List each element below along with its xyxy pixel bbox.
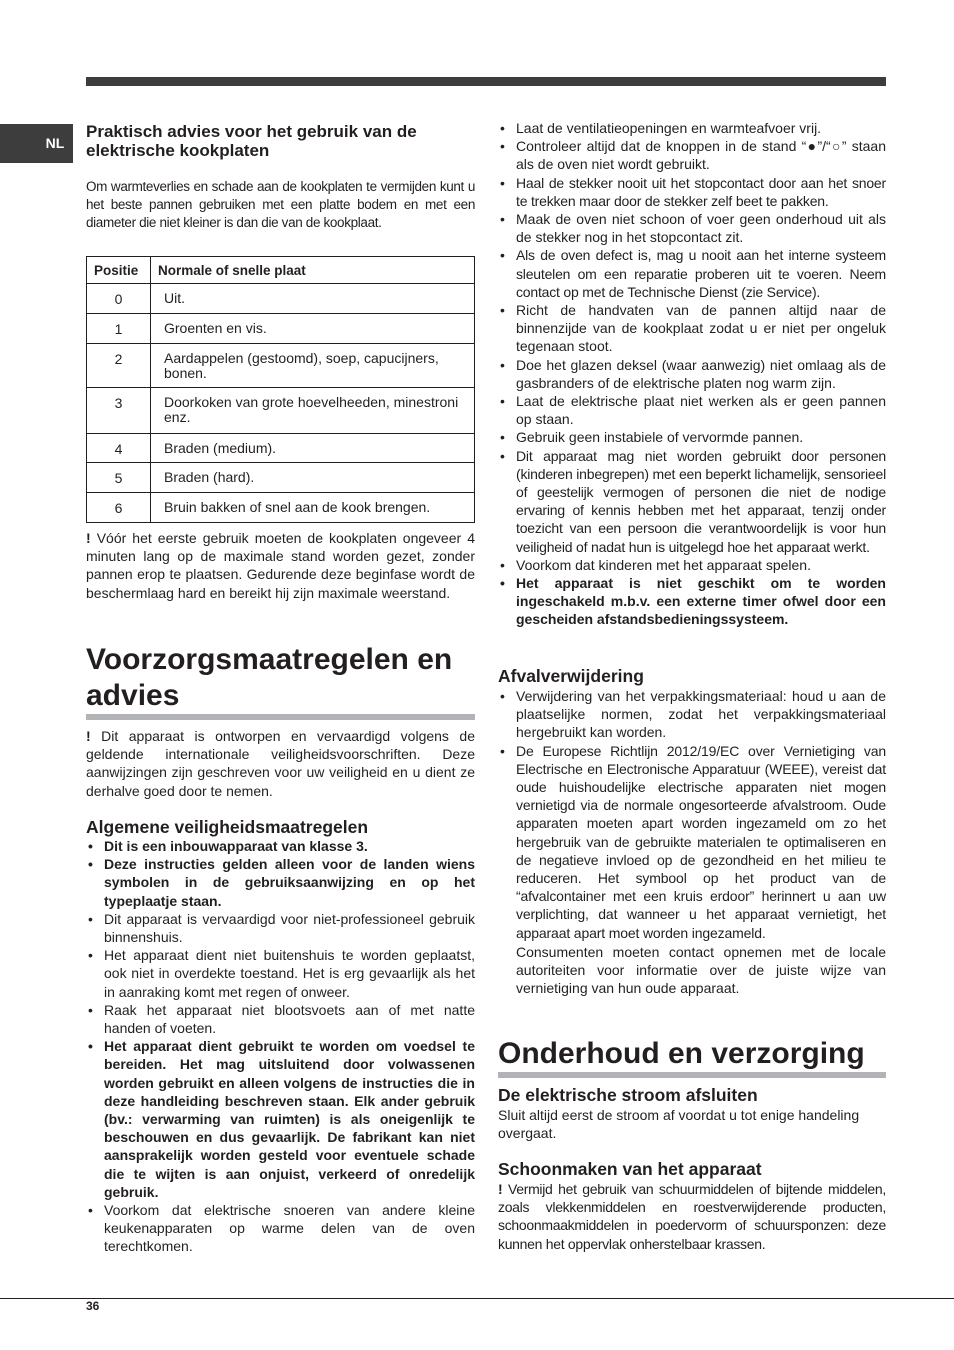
list-item: • Het apparaat is niet geschikt om te worden ingeschakeld m.b.v. een externe timer ofwel door een gescheiden afstandsbedieningssysteem. [498, 574, 886, 629]
waste-list [498, 687, 886, 942]
table-cell: 6 [87, 493, 151, 523]
table-cell: Uit. [151, 284, 475, 314]
precautions-heading [86, 642, 475, 720]
list-item: • Laat de elektrische plaat niet werken als er geen pannen op staan. [498, 392, 886, 428]
table-cell: Groenten en vis. [151, 314, 475, 344]
hob-title: Praktisch advies voor het gebruik van de elektrische kookplaten [86, 122, 417, 160]
precautions-intro [86, 727, 475, 800]
precautions-title: Voorzorgsmaatregelen en advies [86, 643, 453, 712]
bottom-rule [0, 1298, 954, 1299]
list-item: • Verwijdering van het verpakkingsmateriaal: houd u aan de plaatselijke normen, zodat het verpakkingsmateriaal hergebruikt kan worden. [498, 687, 886, 742]
table-row [87, 284, 475, 314]
table-cell: 1 [87, 314, 151, 344]
position-table [86, 256, 475, 523]
list-item: • Het apparaat dient niet buitenshuis te worden geplaatst, ook niet in overdekte toestand. Het is erg gevaarlijk als het in aanraking komt met regen of onweer. [86, 946, 475, 1001]
list-item: • Laat de ventilatieopeningen en warmteafvoer vrij. [498, 119, 886, 137]
maintenance-heading [498, 1036, 886, 1078]
power-title: De elektrische stroom afsluiten [498, 1085, 758, 1105]
first-use-note [86, 529, 475, 602]
table-cell: Braden (hard). [151, 463, 475, 493]
list-item: • Voorkom dat elektrische snoeren van andere kleine keukenapparaten op warme delen van de oven terechtkomen. [86, 1201, 475, 1256]
table-row [87, 434, 475, 463]
list-item: • Doe het glazen deksel (waar aanwezig) niet omlaag als de gasbranders of de elektrische platen nog warm zijn. [498, 356, 886, 392]
waste-extra: Consumenten moeten contact opnemen met de locale autoriteiten voor informatie over de juiste wijze van vernietiging van hun oude apparaat. [516, 944, 886, 997]
hob-intro: Om warmteverlies en schade aan de kookplaten te vermijden kunt u het beste pannen gebruiken met een platte bodem en met een diameter die niet kleiner is dan die van de kookplaat. [86, 179, 475, 231]
list-item: • Voorkom dat kinderen met het apparaat spelen. [498, 556, 886, 574]
table-header: Normale of snelle plaat [151, 257, 475, 284]
warning-icon: ! [86, 530, 91, 546]
maintenance-title: Onderhoud en verzorging [498, 1037, 865, 1070]
hob-section [86, 122, 475, 160]
clean-title: Schoonmaken van het apparaat [498, 1159, 762, 1179]
list-item: • Controleer altijd dat de knoppen in de stand “●”/“○” staan als de oven niet wordt gebruikt. [498, 137, 886, 173]
list-item: • Deze instructies gelden alleen voor de landen wiens symbolen in de gebruiksaanwijzing en op het typeplaatje staan. [86, 855, 475, 910]
language-tab: NL [0, 124, 73, 163]
heading-rule [86, 714, 475, 720]
power-text: Sluit altijd eerst de stroom af voordat u tot enige handeling overgaat. [498, 1107, 860, 1142]
table-cell: 5 [87, 463, 151, 493]
table-cell: Aardappelen (gestoomd), soep, capucijners, bonen. [151, 344, 475, 388]
clean-text-body: Vermijd het gebruik van schuurmiddelen of bijtende middelen, zoals vlekkenmiddelen en roestverwijderende producten, schoonmaakmiddelen in poedervorm of schuursponzen: deze kunnen het oppervlak onherstelbaar krassen. [498, 1181, 886, 1252]
list-item: • Gebruik geen instabiele of vervormde pannen. [498, 428, 886, 446]
general-safety-title: Algemene veiligheidsmaatregelen [86, 817, 369, 837]
list-item: • Dit apparaat mag niet worden gebruikt door personen (kinderen inbegrepen) met een beperkt lichamelijk, sensorieel of geestelijk vermogen of personen die niet de nodige ervaring of kennis hebben met het apparaat, tenzij onder toezicht van een persoon die verantwoordelijk is voor hun veiligheid of nadat hun is uitgelegd hoe het apparaat werkt. [498, 447, 886, 556]
heading-rule [498, 1072, 886, 1078]
list-item: • De Europese Richtlijn 2012/19/EC over Vernietiging van Electrische en Electronische Apparatuur (WEEE), vereist dat oude huishoudelijke electrische apparaten niet mogen vernietigd via de normale ongesorteerde afvalstroom. Oude apparaten moeten apart worden ingezameld om zo het hergebruik van de gebruikte materialen te optimaliseren en de negatieve invloed op de gezondheid en het milieu te reduceren. Het symbool op het product van de “afvalcontainer met een kruis erdoor” herinnert u aan uw verplichting, dat wanneer u het apparaat vernietigt, het apparaat apart moet worden ingezameld. [498, 742, 886, 942]
table-row [87, 388, 475, 434]
first-use-text: Vóór het eerste gebruik moeten de kookplaten ongeveer 4 minuten lang op de maximale stand worden gezet, zonder pannen erop te plaatsen. Gedurende deze beginfase wordt de beschermlaag hard en bereikt hij zijn maximale weerstand. [86, 530, 475, 601]
table-cell: 3 [87, 388, 151, 434]
list-item: • Het apparaat dient gebruikt te worden om voedsel te bereiden. Het mag uitsluitend door volwassenen worden gebruikt en alleen volgens de instructies die in deze handleiding beschreven staan. Elk ander gebruik (bv.: verwarming van ruimten) is als oneigenlijk te beschouwen en dus gevaarlijk. De fabrikant kan niet aansprakelijk worden gesteld voor eventuele schade die te wijten is aan onjuist, verkeerd of onredelijk gebruik. [86, 1037, 475, 1201]
table-row [87, 493, 475, 523]
list-item: • Dit is een inbouwapparaat van klasse 3. [86, 837, 475, 855]
list-item: • Haal de stekker nooit uit het stopcontact door aan het snoer te trekken maar door de stekker zelf beet te pakken. [498, 174, 886, 210]
table-cell: 0 [87, 284, 151, 314]
clean-text [498, 1180, 886, 1253]
warning-icon: ! [498, 1181, 503, 1197]
page-number: 36 [86, 1299, 100, 1313]
table-cell: Bruin bakken of snel aan de kook brengen. [151, 493, 475, 523]
table-cell: Doorkoken van grote hoevelheeden, minestroni enz. [151, 388, 475, 434]
list-item: • Maak de oven niet schoon of voer geen onderhoud uit als de stekker nog in het stopcontact zit. [498, 210, 886, 246]
precautions-intro-text: Dit apparaat is ontworpen en vervaardigd volgens de geldende internationale veiligheidsvoorschriften. Deze aanwijzingen zijn geschreven voor uw veiligheid en u dient ze derhalve goed door te nemen. [86, 728, 475, 799]
list-item: • Raak het apparaat niet blootsvoets aan of met natte handen of voeten. [86, 1001, 475, 1037]
safety-list [498, 119, 886, 629]
list-item: • Dit apparaat is vervaardigd voor niet-professioneel gebruik binnenshuis. [86, 910, 475, 946]
general-safety-list [86, 837, 475, 1256]
list-item: • Richt de handvaten van de pannen altijd naar de binnenzijde van de kookplaat zodat u er niet per ongeluk tegenaan stoot. [498, 301, 886, 356]
table-cell: 2 [87, 344, 151, 388]
waste-title: Afvalverwijdering [498, 666, 644, 686]
table-cell: Braden (medium). [151, 434, 475, 463]
table-cell: 4 [87, 434, 151, 463]
table-row [87, 344, 475, 388]
table-row [87, 314, 475, 344]
table-header: Positie [87, 257, 151, 284]
warning-icon: ! [86, 728, 91, 744]
top-bar [86, 77, 886, 86]
list-item: • Als de oven defect is, mag u nooit aan het interne systeem sleutelen om een reparatie proberen uit te voeren. Neem contact op met de Technische Dienst (zie Service). [498, 246, 886, 301]
table-row [87, 463, 475, 493]
